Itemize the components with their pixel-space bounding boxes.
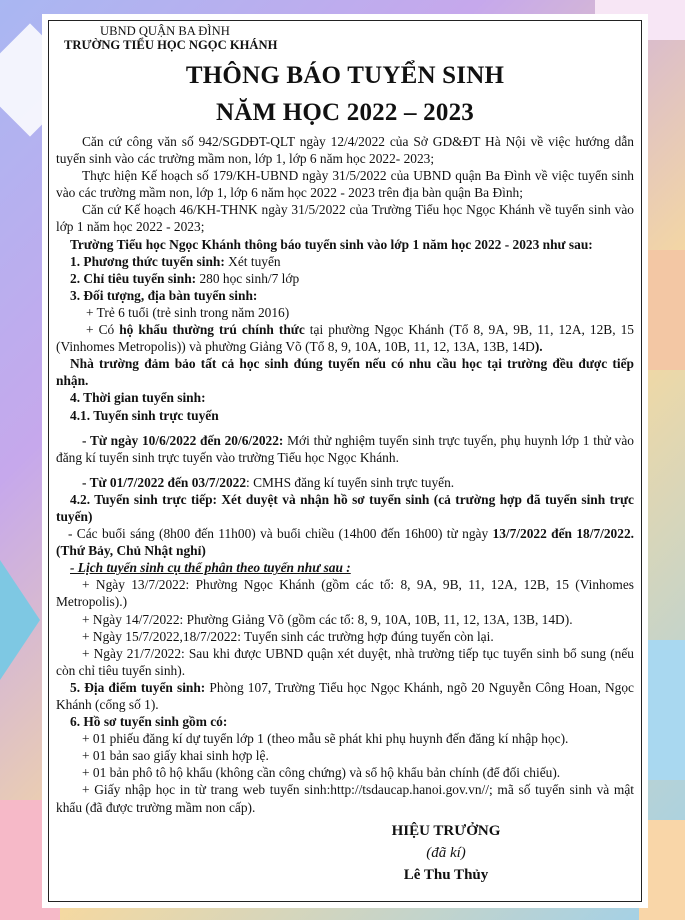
preamble-paragraph: Căn cứ Kế hoạch 46/KH-THNK ngày 31/5/2022 của Trường Tiểu học Ngọc Khánh về tuyển sinh vào lớp 1 năm học 2022 - 2023;: [56, 202, 634, 235]
header-school: TRƯỜNG TIỂU HỌC NGỌC KHÁNH: [64, 38, 278, 52]
signature-name: Lê Thu Thủy: [403, 866, 489, 883]
schedule-label: - Lịch tuyển sinh cụ thể phân theo tuyển như sau :: [70, 560, 351, 576]
schedule-item: + Ngày 13/7/2022: Phường Ngọc Khánh (gồm các tổ: 8, 9A, 9B, 11, 12A, 12B, 15 (Vinhomes Metropolis).): [56, 577, 634, 610]
section-value: Xét tuyển: [224, 253, 281, 269]
spacer: [56, 466, 634, 474]
eligibility-item: [56, 321, 634, 355]
online-period-text: : CMHS đăng kí tuyển sinh trực tuyến.: [246, 474, 455, 490]
online-period: [56, 474, 634, 491]
background-triangle-shape: [0, 560, 40, 680]
section-location: [56, 679, 634, 713]
signature-note: (đã kí): [426, 844, 466, 861]
document-item: + Giấy nhập học in từ trang web tuyển sinh:http://tsdaucap.hanoi.gov.vn//; mã số tuyển sinh và mật khẩu (đã được trường mầm non cấp).: [56, 782, 634, 815]
document-item: + 01 bản phô tô hộ khẩu (không cần công chứng) và sổ hộ khẩu bản chính (để đối chiếu).: [82, 765, 561, 781]
preamble-paragraph: Thực hiện Kế hoạch số 179/KH-UBND ngày 31/5/2022 của UBND quận Ba Đình về việc tuyển sinh vào các trường mầm non, lớp 1, lớp 6 năm học 2022 - 2023 trên địa bàn quận Ba Đình;: [56, 168, 634, 201]
schedule-item: + Ngày 15/7/2022,18/7/2022: Tuyển sinh các trường hợp đúng tuyến còn lại.: [82, 628, 494, 644]
subsection-direct: 4.2. Tuyển sinh trực tiếp: Xét duyệt và nhận hồ sơ tuyển sinh (cả trường hợp đã tuyển sinh trực tuyến): [56, 491, 634, 524]
section-quota: [56, 270, 634, 287]
announcement: Trường Tiểu học Ngọc Khánh thông báo tuyển sinh vào lớp 1 năm học 2022 - 2023 như sau:: [70, 236, 593, 252]
document-item: + 01 phiếu đăng kí dự tuyển lớp 1 (theo mẫu sẽ phát khi phụ huynh đến đăng kí nhập học).: [82, 731, 569, 747]
eligibility-item: + Trẻ 6 tuổi (trẻ sinh trong năm 2016): [86, 304, 290, 320]
header-org: UBND QUẬN BA ĐÌNH: [100, 24, 230, 38]
direct-period-text: - Các buổi sáng (8h00 đến 11h00) và buổi chiều (14h00 đến 16h00) từ ngày: [68, 526, 493, 542]
eligibility-text: + Có: [86, 322, 120, 338]
schedule-item: + Ngày 21/7/2022: Sau khi được UBND quận xét duyệt, nhà trường tiếp tục tuyển sinh bổ sung (nếu còn chỉ tiêu tuyển sinh).: [56, 645, 634, 678]
section-label: 5. Địa điểm tuyển sinh:: [70, 679, 206, 695]
eligibility-bold: hộ khẩu thường trú chính thức: [119, 322, 305, 338]
section-eligibility-label: 3. Đối tượng, địa bàn tuyển sinh:: [70, 287, 258, 303]
schedule-item: + Ngày 14/7/2022: Phường Giảng Võ (gồm các tổ: 8, 9, 10A, 10B, 11, 12, 13A, 13B, 14D).: [82, 611, 573, 627]
direct-period-dates: 13/7/2022 đến 18/7/2022. (Thứ Bảy, Chủ Nhật nghỉ): [56, 526, 634, 559]
page-subtitle: NĂM HỌC 2022 – 2023: [216, 99, 474, 126]
section-value: Phòng 107, Trường Tiểu học Ngọc Khánh, ngõ 20 Nguyễn Công Hoan, Ngọc Khánh (cổng số 1).: [56, 679, 634, 712]
online-period: [56, 432, 634, 466]
signature-role: HIỆU TRƯỞNG: [391, 822, 501, 839]
page-title: THÔNG BÁO TUYỂN SINH: [185, 62, 505, 89]
section-label: 2. Chỉ tiêu tuyển sinh:: [70, 270, 197, 286]
section-value: 280 học sinh/7 lớp: [196, 270, 300, 286]
online-period-dates: - Từ ngày 10/6/2022 đến 20/6/2022:: [82, 432, 284, 448]
section-method: [56, 253, 634, 270]
guarantee-note: Nhà trường đảm bảo tất cả học sinh đúng tuyến nếu có nhu cầu học tại trường đều được tiếp nhận.: [56, 356, 634, 389]
document-item: + 01 bản sao giấy khai sinh hợp lệ.: [82, 748, 269, 764]
eligibility-text: tại phường Ngọc Khánh (Tổ 8, 9A, 9B, 11, 12A, 12B, 15 (Vinhomes Metropolis)) và phường Giảng Võ (Tổ 8, 9, 10A, 10B, 11, 12, 13A, 13B, 14D: [56, 322, 635, 355]
spacer: [56, 424, 634, 432]
eligibility-end: ).: [534, 339, 543, 355]
section-label: 1. Phương thức tuyển sinh:: [70, 253, 225, 269]
section-time-label: 4. Thời gian tuyển sinh:: [70, 390, 206, 406]
preamble-paragraph: Căn cứ công văn số 942/SGDĐT-QLT ngày 12/4/2022 của Sở GD&ĐT Hà Nội về việc hướng dẫn tuyển sinh vào các trường mầm non, lớp 1, lớp 6 năm học 2022- 2023;: [56, 134, 634, 167]
section-documents-label: 6. Hồ sơ tuyển sinh gồm có:: [70, 714, 228, 730]
online-period-dates: - Từ 01/7/2022 đến 03/7/2022: [82, 474, 247, 490]
document-content: [56, 24, 634, 886]
signature-block: [346, 820, 546, 886]
online-period-text: Mới thử nghiệm tuyển sinh trực tuyến, phụ huynh lớp 1 thử vào đăng kí tuyển sinh trực tuyến vào trường Tiểu học Ngọc Khánh.: [56, 432, 634, 465]
subsection-online: 4.1. Tuyển sinh trực tuyến: [70, 407, 219, 423]
direct-period: [56, 525, 634, 559]
